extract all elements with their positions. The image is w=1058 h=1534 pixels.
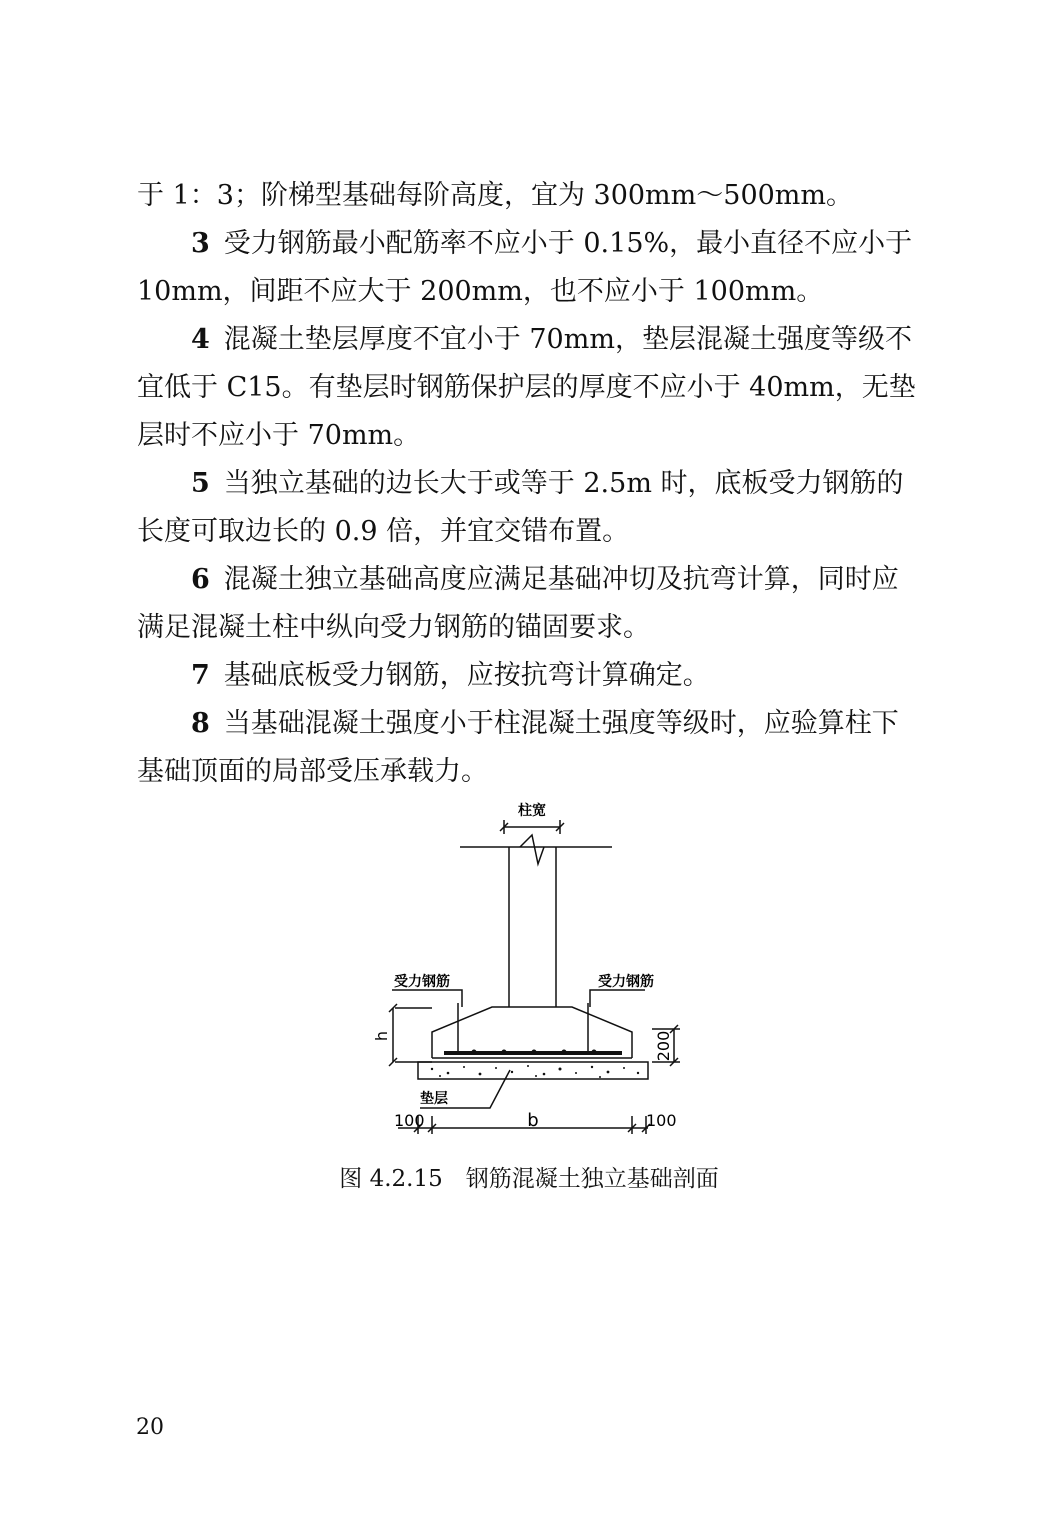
paragraph-line: 层时不应小于 70mm。	[137, 420, 421, 451]
offset-right-label: 100	[646, 1111, 677, 1130]
clause-number: 4	[191, 324, 210, 355]
figure-caption: 图 4.2.15 钢筋混凝土独立基础剖面	[339, 1166, 719, 1192]
clause-number: 6	[191, 564, 210, 595]
paragraph-line: 受力钢筋最小配筋率不应小于 0.15%，最小直径不应小于	[223, 228, 913, 259]
paragraph-3	[137, 220, 922, 316]
paragraph-5	[137, 460, 922, 556]
clause-number: 3	[191, 228, 210, 259]
rebar-label-left: 受力钢筋	[394, 974, 450, 990]
paragraph-line: 混凝土独立基础高度应满足基础冲切及抗弯计算，同时应	[223, 564, 899, 595]
paragraph-line: 满足混凝土柱中纵向受力钢筋的锚固要求。	[137, 612, 650, 643]
paragraph-line: 混凝土垫层厚度不宜小于 70mm，垫层混凝土强度等级不	[223, 324, 912, 355]
offset-left-label: 100	[394, 1111, 425, 1130]
cushion-layer	[418, 1062, 648, 1079]
footing-outline	[432, 1007, 632, 1058]
paragraph-6	[137, 556, 922, 652]
paragraph-line: 当独立基础的边长大于或等于 2.5m 时，底板受力钢筋的	[223, 468, 904, 499]
paragraph-8	[137, 700, 922, 796]
foundation-section-figure	[340, 800, 720, 1140]
paragraph-line: 基础顶面的局部受压承载力。	[137, 756, 488, 787]
height-label: h	[372, 1030, 391, 1042]
paragraph-4	[137, 316, 922, 460]
page-number: 20	[136, 1415, 164, 1440]
paragraph-line: 10mm，间距不应大于 200mm，也不应小于 100mm。	[137, 276, 824, 307]
paragraph-line: 基础底板受力钢筋，应按抗弯计算确定。	[223, 660, 710, 691]
cushion-thickness-label: 200	[654, 1030, 673, 1062]
paragraph-7	[137, 652, 922, 700]
paragraph-line: 于 1：3；阶梯型基础每阶高度，宜为 300mm～500mm。	[137, 180, 854, 211]
cushion-label: 垫层	[420, 1091, 448, 1107]
paragraph-line: 当基础混凝土强度小于柱混凝土强度等级时，应验算柱下	[223, 708, 899, 739]
column-width-label: 柱宽	[518, 803, 546, 819]
rebar-leader-left	[392, 990, 462, 1007]
base-width-label: b	[527, 1110, 539, 1131]
paragraph-line: 宜低于 C15。有垫层时钢筋保护层的厚度不应小于 40mm，无垫	[137, 372, 916, 403]
clause-number: 8	[191, 708, 210, 739]
paragraph-0	[137, 172, 922, 220]
paragraph-line: 长度可取边长的 0.9 倍，并宜交错布置。	[137, 516, 630, 547]
break-symbol	[520, 835, 544, 864]
rebar-label-right: 受力钢筋	[598, 974, 654, 990]
rebar-leader-right	[590, 990, 645, 1007]
clause-number: 7	[191, 660, 210, 691]
clause-number: 5	[191, 468, 210, 499]
